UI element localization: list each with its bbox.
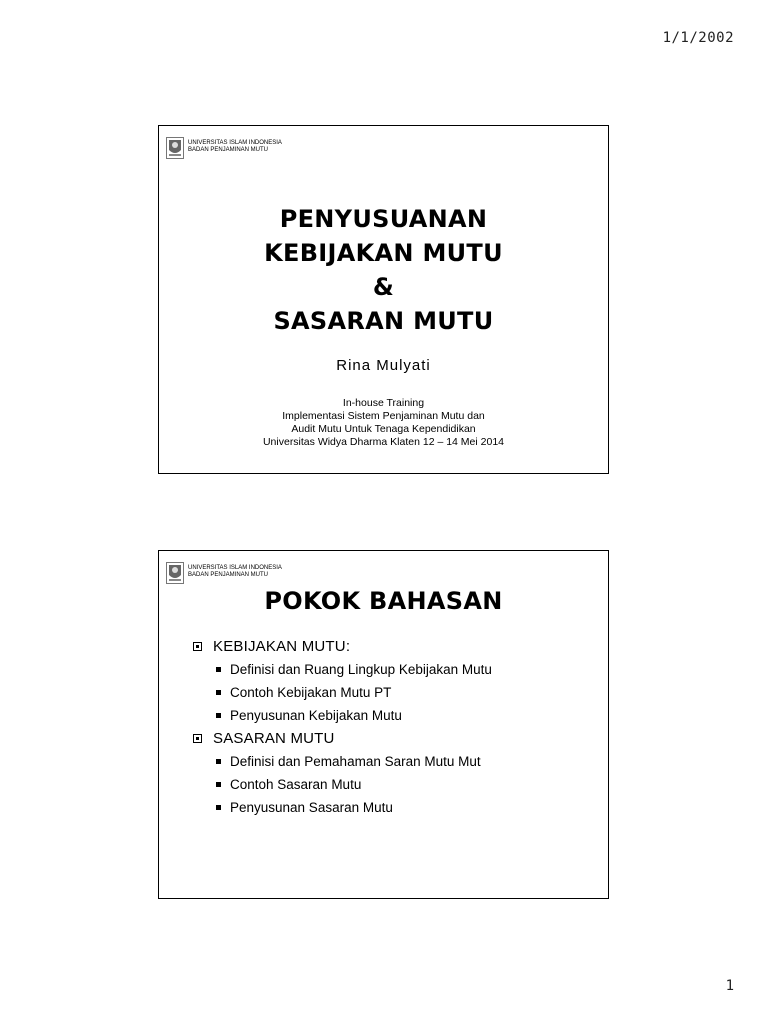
- topic-list: [193, 635, 598, 819]
- bullet-icon: [216, 759, 221, 764]
- title-line: PENYUSUANAN: [279, 205, 488, 233]
- title-line: &: [372, 273, 395, 301]
- author-name: Rina Mulyati: [336, 357, 431, 374]
- subtopic-label: Contoh Kebijakan Mutu PT: [230, 685, 392, 700]
- subtopic-label: Penyusunan Kebijakan Mutu: [230, 708, 402, 723]
- slide-header: [166, 562, 282, 584]
- slide-title: POKOK BAHASAN: [264, 587, 503, 615]
- training-line: In-house Training: [342, 397, 425, 409]
- bullet-icon: [216, 667, 221, 672]
- bullet-icon: [216, 805, 221, 810]
- training-line: Audit Mutu Untuk Tenaga Kependidikan: [291, 423, 476, 435]
- slide-header: [166, 137, 282, 159]
- page-date: 1/1/2002: [662, 30, 734, 46]
- topic-label: SASARAN MUTU: [213, 730, 335, 747]
- title-slide: [158, 125, 609, 474]
- bullet-icon: [216, 690, 221, 695]
- slide-title: [159, 202, 608, 338]
- title-line: SASARAN MUTU: [273, 307, 494, 335]
- subtopic-list: [193, 750, 598, 819]
- subtopic-item: [216, 796, 598, 819]
- subtopic-list: [193, 658, 598, 727]
- subtopic-item: [216, 750, 598, 773]
- agenda-slide: [158, 550, 609, 899]
- training-line: Implementasi Sistem Penjaminan Mutu dan: [282, 410, 485, 422]
- subtopic-label: Penyusunan Sasaran Mutu: [230, 800, 393, 815]
- subtopic-label: Definisi dan Ruang Lingkup Kebijakan Mutu: [230, 662, 492, 677]
- bullet-icon: [216, 713, 221, 718]
- subtopic-item: [216, 773, 598, 796]
- university-logo-icon: [166, 137, 184, 159]
- training-info: [159, 397, 608, 449]
- header-university-name: UNIVERSITAS ISLAM INDONESIA: [188, 140, 282, 146]
- title-line: KEBIJAKAN MUTU: [264, 239, 503, 267]
- subtopic-item: [216, 704, 598, 727]
- page-number: 1: [725, 978, 734, 994]
- subtopic-item: [216, 681, 598, 704]
- subtopic-item: [216, 658, 598, 681]
- university-logo-icon: [166, 562, 184, 584]
- square-bullet-icon: [193, 734, 202, 743]
- header-university-name: UNIVERSITAS ISLAM INDONESIA: [188, 565, 282, 571]
- subtopic-label: Definisi dan Pemahaman Saran Mutu Mut: [230, 754, 481, 769]
- topic-label: KEBIJAKAN MUTU:: [213, 638, 351, 655]
- topic-item: [193, 727, 598, 750]
- header-department-name: BADAN PENJAMINAN MUTU: [188, 147, 269, 153]
- training-line: Universitas Widya Dharma Klaten 12 – 14 Mei 2014: [262, 436, 505, 448]
- bullet-icon: [216, 782, 221, 787]
- square-bullet-icon: [193, 642, 202, 651]
- subtopic-label: Contoh Sasaran Mutu: [230, 777, 362, 792]
- topic-item: [193, 635, 598, 658]
- header-department-name: BADAN PENJAMINAN MUTU: [188, 572, 269, 578]
